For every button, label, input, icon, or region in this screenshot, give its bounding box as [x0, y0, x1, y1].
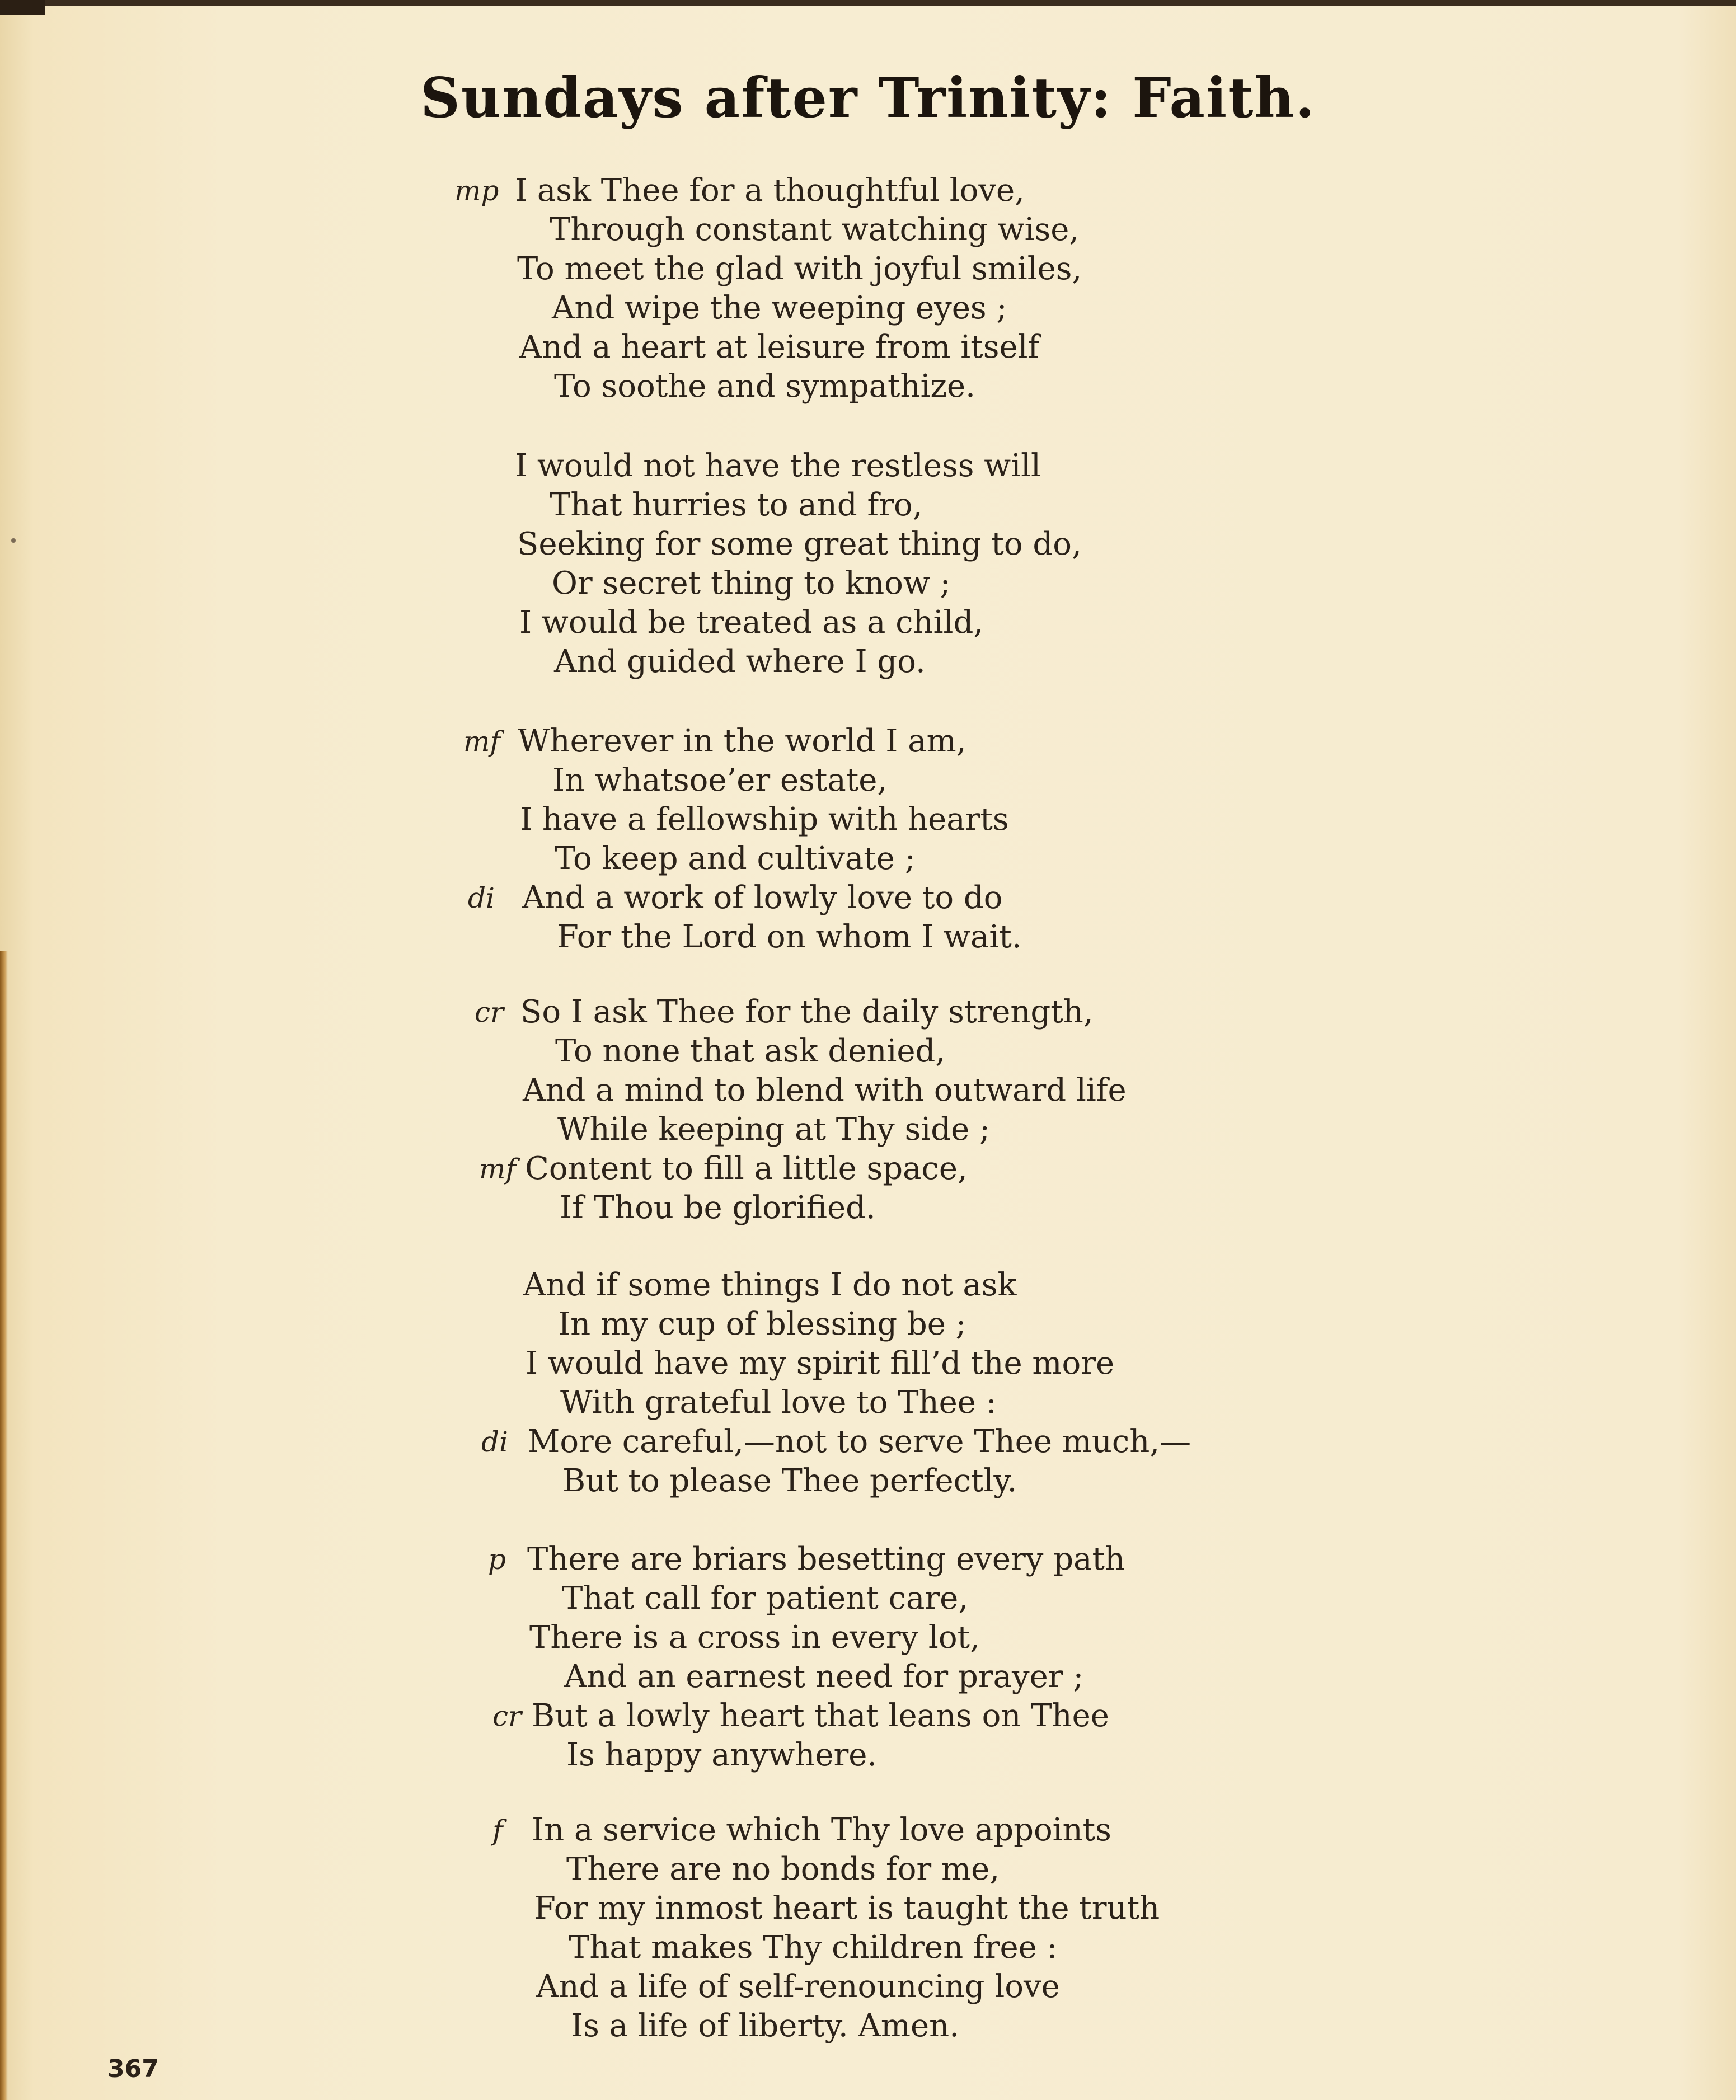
page-binding-edge: [0, 951, 8, 2100]
dynamic-mark: mf: [463, 725, 500, 758]
verse-line: In my cup of blessing be ;: [558, 1306, 966, 1342]
verse-line: There are no bonds for me,: [566, 1851, 1000, 1887]
verse-line: For my inmost heart is taught the truth: [534, 1890, 1160, 1927]
verse-line: To soothe and sympathize.: [554, 368, 975, 405]
verse-line: Wherever in the world I am,: [518, 723, 966, 759]
verse-line: To keep and cultivate ;: [555, 840, 916, 877]
dynamic-mark: di: [481, 1426, 508, 1458]
verse-line: Is happy anywhere.: [566, 1737, 878, 1773]
verse-line: In whatsoe’er estate,: [552, 762, 888, 798]
verse-line: And wipe the weeping eyes ;: [552, 290, 1007, 326]
verse-line: And an earnest need for prayer ;: [564, 1659, 1084, 1695]
verse-line: There are briars besetting every path: [527, 1541, 1125, 1577]
verse-line: Through constant watching wise,: [550, 212, 1080, 248]
page-corner-shadow: [0, 0, 45, 15]
paper-speck: [11, 538, 16, 543]
verse-line: That call for patient care,: [562, 1580, 969, 1617]
dynamic-mark: f: [492, 1814, 503, 1847]
dynamic-mark: mp: [454, 175, 499, 207]
verse-line: I would not have the restless will: [515, 448, 1041, 484]
verse-line: For the Lord on whom I wait.: [557, 919, 1022, 955]
verse-line: I ask Thee for a thoughtful love,: [515, 172, 1025, 209]
page-top-edge: [0, 0, 1736, 6]
dynamic-mark: mf: [479, 1153, 516, 1185]
verse-line: That hurries to and fro,: [550, 487, 923, 523]
verse-line: So I ask Thee for the daily strength,: [520, 994, 1094, 1030]
verse-line: While keeping at Thy side ;: [557, 1111, 990, 1148]
verse-line: I would be treated as a child,: [519, 604, 984, 641]
dynamic-mark: di: [468, 882, 495, 914]
verse-line: To none that ask denied,: [555, 1033, 946, 1069]
dynamic-mark: p: [488, 1543, 506, 1576]
verse-line: And if some things I do not ask: [523, 1267, 1017, 1303]
verse-line: I have a fellowship with hearts: [520, 801, 1009, 838]
verse-line: And a work of lowly love to do: [522, 880, 1003, 916]
verse-line: There is a cross in every lot,: [529, 1619, 980, 1656]
verse-line: Content to fill a little space,: [525, 1150, 968, 1187]
verse-line: And a life of self-renouncing love: [536, 1969, 1060, 2005]
verse-line: Seeking for some great thing to do,: [517, 526, 1082, 562]
verse-line: But to please Thee perfectly.: [562, 1463, 1017, 1499]
page-title: Sundays after Trinity: Faith.: [420, 66, 1316, 130]
verse-line: To meet the glad with joyful smiles,: [517, 251, 1082, 287]
verse-line: Or secret thing to know ;: [552, 565, 951, 602]
verse-line: I would have my spirit fill’d the more: [526, 1345, 1115, 1382]
verse-line: And guided where I go.: [554, 643, 926, 680]
verse-line: That makes Thy children free :: [569, 1929, 1058, 1966]
verse-line: Is a life of liberty. Amen.: [571, 2008, 960, 2044]
verse-line: More careful,—not to serve Thee much,—: [528, 1424, 1191, 1460]
dynamic-mark: cr: [475, 996, 504, 1028]
dynamic-mark: cr: [492, 1700, 522, 1732]
verse-line: And a mind to blend with outward life: [523, 1072, 1127, 1108]
page-number: 367: [107, 2055, 159, 2083]
verse-line: If Thou be glorified.: [560, 1190, 876, 1226]
verse-line: And a heart at leisure from itself: [519, 329, 1040, 365]
verse-line: In a service which Thy love appoints: [532, 1812, 1111, 1848]
verse-line: But a lowly heart that leans on Thee: [532, 1698, 1109, 1734]
verse-line: With grateful love to Thee :: [560, 1384, 997, 1421]
